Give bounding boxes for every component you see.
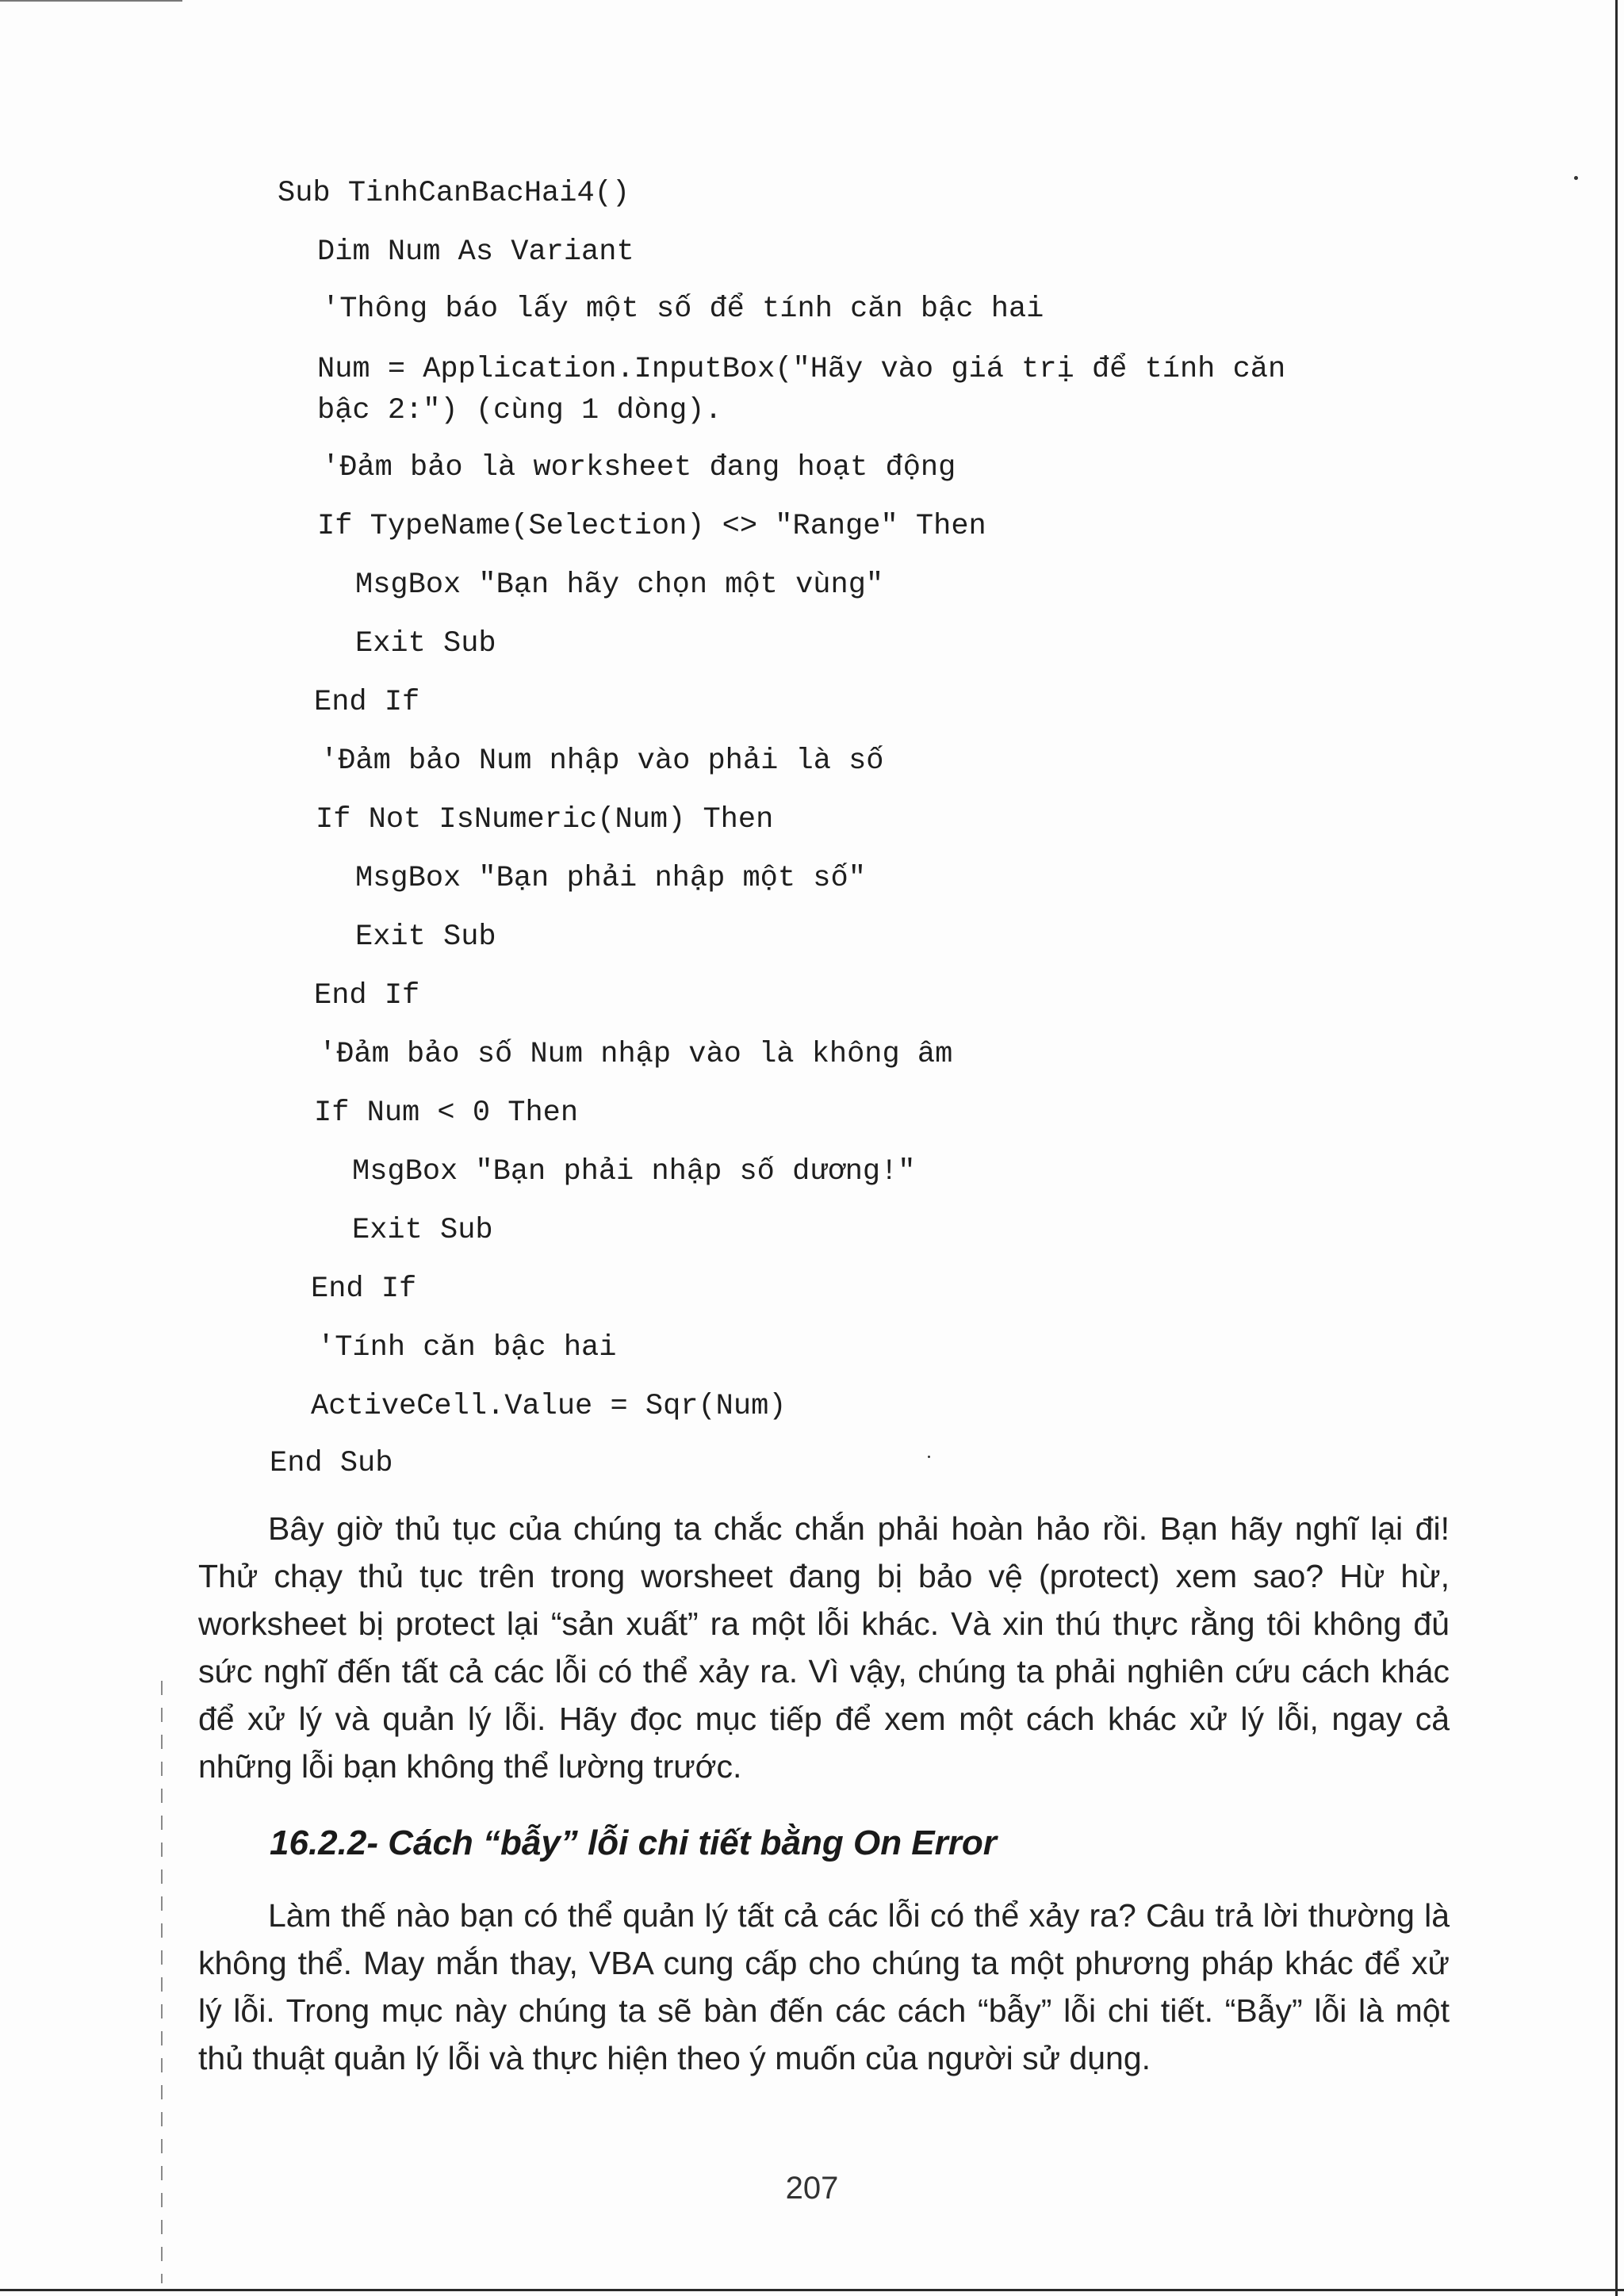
code-line: End Sub: [270, 1447, 393, 1480]
code-line: End If: [314, 979, 420, 1012]
scan-speck: [928, 1456, 930, 1458]
code-line: End If: [314, 686, 420, 719]
code-line: If TypeName(Selection) <> "Range" Then: [317, 510, 986, 543]
code-line: MsgBox "Bạn phải nhập số dương!": [352, 1155, 916, 1188]
body-paragraph: Bây giờ thủ tục của chúng ta chắc chắn phải hoàn hảo rồi. Bạn hãy nghĩ lại đi! Thử chạy thủ tục trên trong worsheet đang bị bảo vệ (protect) xem sao? Hừ hừ, worksheet bị protect lại “sản xuất” ra một lỗi khác. Và xin thú thực rằng tôi không đủ sức nghĩ đến tất cả các lỗi có thể xảy ra. Vì vậy, chúng ta phải nghiên cứu cách khác để xử lý và quản lý lỗi. Hãy đọc mục tiếp để xem một cách khác xử lý lỗi, ngay cả những lỗi bạn không thể lường trước.: [198, 1510, 1450, 1785]
code-line: Exit Sub: [355, 627, 496, 660]
code-comment: 'Đảm bảo là worksheet đang hoạt động: [322, 451, 956, 484]
code-line: bậc 2:") (cùng 1 dòng).: [317, 394, 722, 427]
scan-edge-right: [1615, 0, 1618, 2296]
code-line: Exit Sub: [352, 1214, 493, 1247]
code-comment: 'Đảm bảo số Num nhập vào là không âm: [319, 1038, 953, 1071]
code-line: MsgBox "Bạn hãy chọn một vùng": [355, 568, 884, 602]
code-line: If Not IsNumeric(Num) Then: [316, 803, 774, 836]
scan-edge-bottom: [0, 2289, 1624, 2291]
scan-speck: [1574, 176, 1578, 180]
code-comment: 'Tính căn bậc hai: [317, 1331, 617, 1364]
code-line: Dim Num As Variant: [317, 235, 634, 269]
code-line: Exit Sub: [355, 920, 496, 954]
code-line: Num = Application.InputBox("Hãy vào giá trị để tính căn: [317, 353, 1286, 386]
code-comment: 'Thông báo lấy một số để tính căn bậc hai: [322, 293, 1044, 326]
section-heading: 16.2.2- Cách “bẫy” lỗi chi tiết bằng On Error: [270, 1823, 997, 1862]
page-number: 207: [785, 2171, 839, 2206]
code-line: Sub TinhCanBacHai4(): [278, 177, 630, 210]
body-paragraph: Làm thế nào bạn có thể quản lý tất cả các lỗi có thể xảy ra? Câu trả lời thường là không thể. May mắn thay, VBA cung cấp cho chúng ta một phương pháp khác để xử lý lỗi. Trong mục này chúng ta sẽ bàn đến các cách “bẫy” lỗi chi tiết. “Bẫy” lỗi là một thủ thuật quản lý lỗi và thực hiện theo ý muốn của người sử dụng.: [198, 1897, 1450, 2076]
code-line: ActiveCell.Value = Sqr(Num): [311, 1390, 787, 1423]
code-line: End If: [311, 1272, 417, 1306]
code-comment: 'Đảm bảo Num nhập vào phải là số: [320, 744, 884, 778]
code-line: MsgBox "Bạn phải nhập một số": [355, 862, 866, 895]
code-line: If Num < 0 Then: [314, 1096, 579, 1130]
